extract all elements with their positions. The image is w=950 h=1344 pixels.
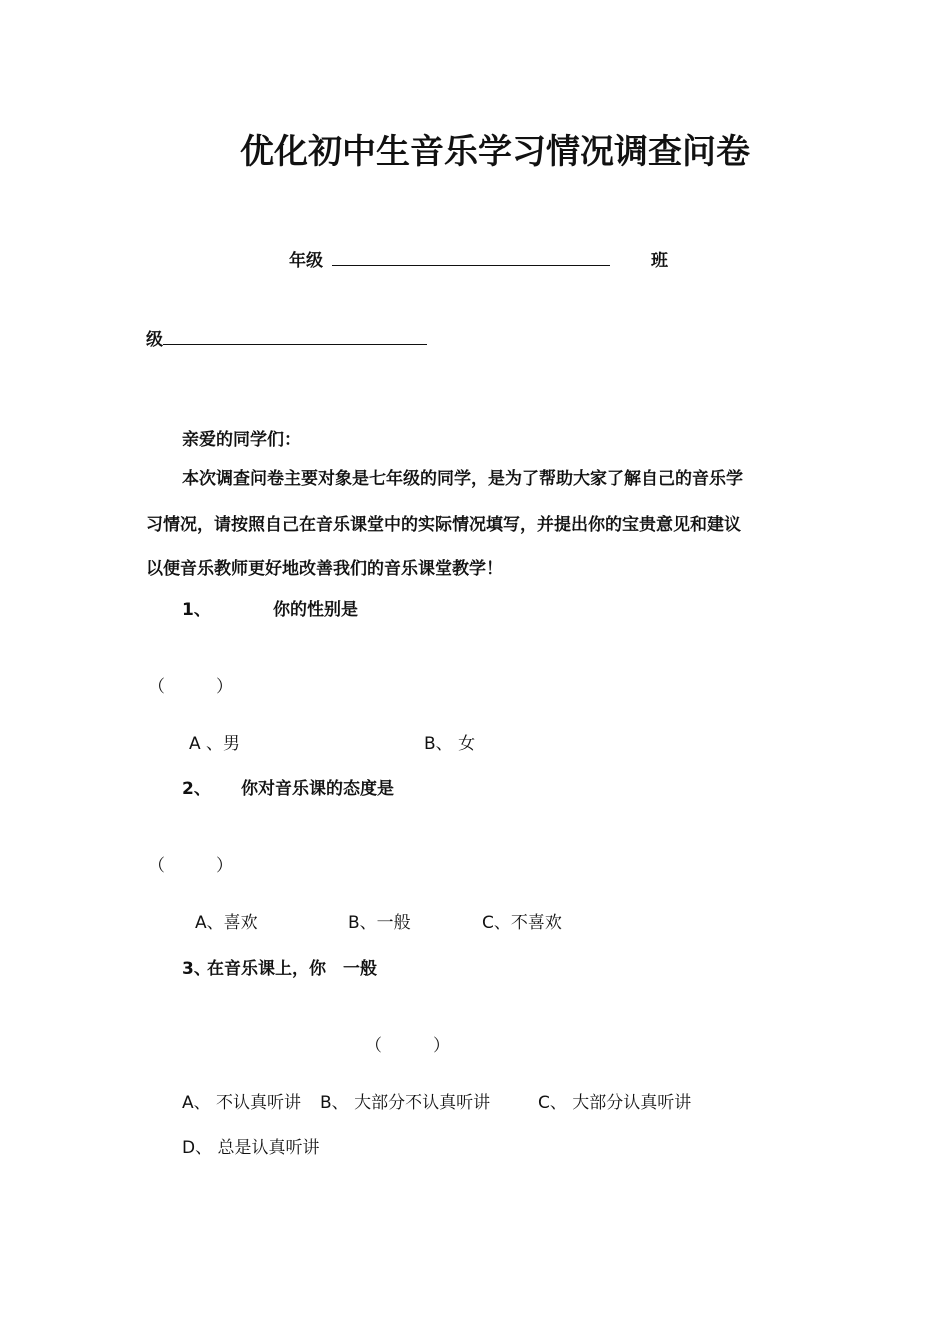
question-3-option-c[interactable]: C、 大部分认真听讲 [538, 1093, 692, 1113]
question-1-option-b[interactable]: B、 女 [424, 734, 476, 754]
question-3-number: 3、 [182, 959, 211, 979]
class-blank[interactable] [163, 344, 427, 345]
question-3-answer-bracket[interactable]: （ ） [365, 1036, 450, 1056]
intro-line-1: 本次调查问卷主要对象是七年级的同学，是为了帮助大家了解自己的音乐学 [182, 469, 743, 489]
question-1-number: 1、 [182, 600, 211, 620]
question-2-answer-bracket[interactable]: （ ） [148, 856, 233, 876]
page-title: 优化初中生音乐学习情况调查问卷 [240, 132, 750, 172]
question-2-option-c[interactable]: C、不喜欢 [482, 913, 562, 933]
question-1-option-a[interactable]: A 、男 [189, 734, 241, 754]
question-3-option-d[interactable]: D、 总是认真听讲 [182, 1138, 320, 1158]
class-label-part1: 班 [651, 251, 668, 271]
question-2-text: 你对音乐课的态度是 [241, 779, 394, 799]
question-1-text: 你的性别是 [273, 600, 358, 620]
question-3-option-a[interactable]: A、 不认真听讲 [182, 1093, 302, 1113]
grade-label: 年级 [289, 251, 323, 271]
question-1-answer-bracket[interactable]: （ ） [148, 677, 233, 697]
question-2-option-b[interactable]: B、一般 [348, 913, 411, 933]
grade-blank[interactable] [332, 265, 610, 266]
question-3-text: 在音乐课上，你 一般 [207, 959, 377, 979]
greeting: 亲爱的同学们： [182, 430, 301, 450]
intro-line-2: 习情况，请按照自己在音乐课堂中的实际情况填写，并提出你的宝贵意见和建议 [146, 515, 741, 535]
question-3-option-b[interactable]: B、 大部分不认真听讲 [320, 1093, 491, 1113]
class-label-part2: 级 [146, 330, 163, 350]
intro-line-3: 以便音乐教师更好地改善我们的音乐课堂教学！ [146, 559, 503, 579]
question-2-option-a[interactable]: A、喜欢 [195, 913, 258, 933]
question-2-number: 2、 [182, 779, 211, 799]
